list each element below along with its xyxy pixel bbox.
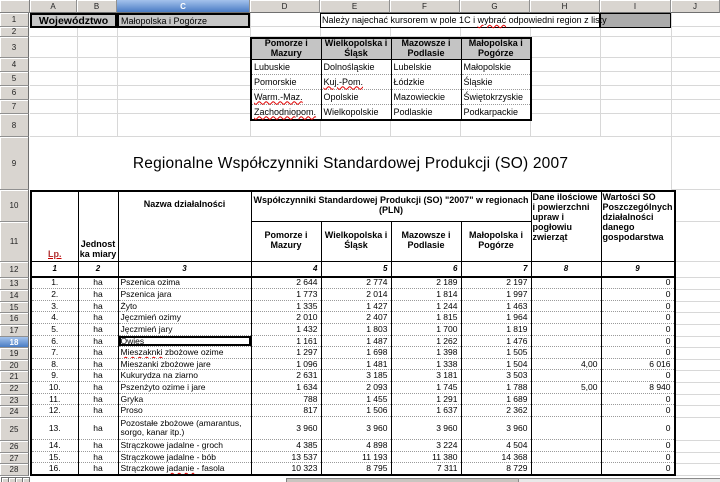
column-header-A[interactable]: A	[30, 0, 77, 13]
row-header-4[interactable]: 4	[0, 58, 29, 72]
column-header-J[interactable]: J	[671, 0, 720, 13]
cell-quantity[interactable]: 5,00	[531, 382, 601, 394]
cell-quantity[interactable]	[531, 336, 601, 347]
region-group-header[interactable]: Małopolska i Pogórze	[461, 38, 531, 59]
lp-label: Lp.	[48, 248, 62, 259]
cell-activity[interactable]: Pszenica jara	[118, 289, 251, 301]
cell-so-coefficient[interactable]: 1 745	[391, 382, 461, 394]
cell-so-value[interactable]: 0	[601, 347, 675, 359]
region-cell[interactable]: Lubelskie	[391, 59, 461, 74]
region-group-header[interactable]: Mazowsze i Podlasie	[391, 38, 461, 59]
cell-so-coefficient[interactable]: 1 773	[251, 289, 321, 301]
cell-so-coefficient[interactable]: 817	[251, 405, 321, 417]
cell-so-value[interactable]: 0	[601, 440, 675, 452]
cell-so-coefficient[interactable]: 1 161	[251, 336, 321, 347]
cell-activity[interactable]: Pszenica ozima	[118, 277, 251, 289]
row-header-3[interactable]: 3	[0, 37, 29, 58]
table-row	[31, 394, 675, 405]
column-header-D[interactable]: D	[250, 0, 320, 13]
cell-so-coefficient[interactable]: 1 997	[461, 289, 531, 301]
cell-so-coefficient[interactable]: 2 189	[391, 277, 461, 289]
cell-quantity[interactable]	[531, 405, 601, 417]
row-header-9[interactable]: 9	[0, 137, 29, 190]
cell-so-coefficient[interactable]: 3 224	[391, 440, 461, 452]
row-header-19[interactable]: 19	[0, 348, 29, 360]
table-row	[31, 324, 675, 336]
cell-unit[interactable]: ha	[78, 312, 118, 324]
cell-activity[interactable]: Proso	[118, 405, 251, 417]
cell-activity[interactable]: Mieszaknki zbożowe ozime	[118, 347, 251, 359]
cell-activity[interactable]: Strączkowe jadalne - bób	[118, 452, 251, 463]
row-header-27[interactable]: 27	[0, 453, 29, 464]
cell-so-value[interactable]: 0	[601, 417, 675, 440]
cell-so-coefficient[interactable]: 1 476	[461, 336, 531, 347]
col-header-quantity[interactable]: Dane ilościowe i powierzchni upraw i pogłowiu zwierząt	[531, 191, 601, 261]
table-row	[31, 336, 675, 347]
cell-so-coefficient[interactable]: 2 631	[251, 370, 321, 382]
hint-text: odpowiedni region z listy	[506, 15, 607, 25]
cell-unit[interactable]: ha	[78, 405, 118, 417]
cell-so-coefficient[interactable]: 2 014	[321, 289, 391, 301]
cell-so-coefficient[interactable]: 8 795	[321, 463, 391, 475]
col-header-lp[interactable]	[31, 191, 78, 261]
cell-so-coefficient[interactable]: 2 093	[321, 382, 391, 394]
cell-lp[interactable]: 6.	[31, 336, 78, 347]
cell-so-coefficient[interactable]: 1 815	[391, 312, 461, 324]
cell-so-coefficient[interactable]: 4 898	[321, 440, 391, 452]
col-header-region[interactable]: Pomorze i Mazury	[251, 221, 321, 261]
cell-so-coefficient[interactable]: 1 481	[321, 359, 391, 370]
cell-so-coefficient[interactable]: 2 774	[321, 277, 391, 289]
cell-so-value[interactable]: 0	[601, 301, 675, 312]
misspelled-word: jadanie	[166, 462, 195, 473]
cell-lp[interactable]: 1.	[31, 277, 78, 289]
table-row	[31, 289, 675, 301]
cell-so-value[interactable]: 0	[601, 336, 675, 347]
row-header-28[interactable]: 28	[0, 464, 29, 476]
cell-so-coefficient[interactable]: 1 964	[461, 312, 531, 324]
cell-so-coefficient[interactable]: 2 644	[251, 277, 321, 289]
cell-so-coefficient[interactable]: 3 960	[251, 417, 321, 440]
col-header-unit[interactable]: Jednostka miary	[78, 191, 118, 261]
col-header-region[interactable]: Małopolska i Pogórze	[461, 221, 531, 261]
cell-activity[interactable]: Kukurydza na ziarno	[118, 370, 251, 382]
cell-so-coefficient[interactable]: 1 455	[321, 394, 391, 405]
cell-quantity[interactable]	[531, 463, 601, 475]
cell-lp[interactable]: 11.	[31, 394, 78, 405]
cell-activity[interactable]: Owies	[118, 336, 251, 347]
column-header-I[interactable]: I	[600, 0, 671, 13]
hint-text: Należy najechać kursorem w pole 1C i	[322, 15, 478, 25]
index-cell[interactable]: 4	[251, 261, 321, 277]
cell-so-value[interactable]: 6 016	[601, 359, 675, 370]
cell-so-coefficient[interactable]: 3 185	[321, 370, 391, 382]
cell-unit[interactable]: ha	[78, 452, 118, 463]
column-header-B[interactable]: B	[77, 0, 117, 13]
cell-so-coefficient[interactable]: 1 463	[461, 301, 531, 312]
cell-so-coefficient[interactable]: 1 698	[321, 347, 391, 359]
cell-quantity[interactable]	[531, 394, 601, 405]
cell-unit[interactable]: ha	[78, 277, 118, 289]
region-cell[interactable]: Lubuskie	[251, 59, 321, 74]
region-row	[251, 74, 531, 89]
cell-so-value[interactable]: 0	[601, 289, 675, 301]
cell-unit[interactable]: ha	[78, 370, 118, 382]
cell-so-value[interactable]: 0	[601, 394, 675, 405]
region-cell[interactable]	[251, 89, 321, 104]
row-header-6[interactable]: 6	[0, 86, 29, 100]
row-header-24[interactable]: 24	[0, 406, 29, 418]
region-cell[interactable]: Pomorskie	[251, 74, 321, 89]
table-row	[31, 312, 675, 324]
cell-unit[interactable]: ha	[78, 382, 118, 394]
cell-so-coefficient[interactable]: 1 637	[391, 405, 461, 417]
cell-so-coefficient[interactable]: 1 297	[251, 347, 321, 359]
row-header-14[interactable]: 14	[0, 290, 29, 302]
row-header-25[interactable]: 25	[0, 418, 29, 441]
region-cell[interactable]: Łódzkie	[391, 74, 461, 89]
col-header-region[interactable]: Wielkopolska i Śląsk	[321, 221, 391, 261]
cell-so-value[interactable]: 0	[601, 370, 675, 382]
page-title[interactable]: Regionalne Współczynniki Standardowej Produkcji (SO) 2007	[30, 137, 671, 190]
cell-quantity[interactable]	[531, 277, 601, 289]
row-header-20[interactable]: 20	[0, 360, 29, 371]
cell-so-value[interactable]: 0	[601, 452, 675, 463]
cell-so-value[interactable]: 0	[601, 463, 675, 475]
hint-cell[interactable]	[320, 13, 607, 28]
hint-overflow-cell[interactable]	[600, 13, 671, 28]
col-header-activity[interactable]: Nazwa działalności	[118, 191, 251, 261]
row-header-5[interactable]: 5	[0, 72, 29, 86]
cell-so-coefficient[interactable]: 1 338	[391, 359, 461, 370]
sheet-bottom-strip	[0, 476, 720, 482]
cell-so-coefficient[interactable]: 1 700	[391, 324, 461, 336]
cell-so-coefficient[interactable]: 1 291	[391, 394, 461, 405]
index-cell[interactable]: 8	[531, 261, 601, 277]
row-header-21[interactable]: 21	[0, 371, 29, 383]
cell-activity[interactable]: Jęczmień ozimy	[118, 312, 251, 324]
cell-unit[interactable]: ha	[78, 440, 118, 452]
cell-unit[interactable]: ha	[78, 289, 118, 301]
cell-lp[interactable]: 8.	[31, 359, 78, 370]
table-row	[31, 277, 675, 289]
cell-so-coefficient[interactable]: 1 788	[461, 382, 531, 394]
index-cell[interactable]: 7	[461, 261, 531, 277]
cell-so-coefficient[interactable]: 3 960	[321, 417, 391, 440]
cell-quantity[interactable]	[531, 452, 601, 463]
row-header-15[interactable]: 15	[0, 302, 29, 313]
table-row	[31, 463, 675, 475]
column-header-F[interactable]: F	[390, 0, 460, 13]
cell-so-value[interactable]: 0	[601, 277, 675, 289]
cell-so-coefficient[interactable]: 1 504	[461, 359, 531, 370]
index-cell[interactable]: 5	[321, 261, 391, 277]
misspelled-word: Mieszaknki	[120, 347, 163, 358]
cell-so-coefficient[interactable]: 1 096	[251, 359, 321, 370]
cell-quantity[interactable]	[531, 440, 601, 452]
region-cell[interactable]: Wielkopolskie	[321, 104, 391, 120]
cell-so-coefficient[interactable]: 8 729	[461, 463, 531, 475]
cell-so-coefficient[interactable]: 1 814	[391, 289, 461, 301]
cell-quantity[interactable]	[531, 347, 601, 359]
cell-so-coefficient[interactable]: 3 960	[461, 417, 531, 440]
cell-so-coefficient[interactable]: 11 380	[391, 452, 461, 463]
cell-unit[interactable]: ha	[78, 336, 118, 347]
region-cell[interactable]: Śląskie	[461, 74, 531, 89]
index-cell[interactable]: 1	[31, 261, 78, 277]
cell-unit[interactable]: ha	[78, 417, 118, 440]
sheet-tabs[interactable]	[286, 478, 520, 482]
cell-so-coefficient[interactable]: 1 803	[321, 324, 391, 336]
cell-activity[interactable]: Strączkowe jadalne - groch	[118, 440, 251, 452]
cell-lp[interactable]: 10.	[31, 382, 78, 394]
region-select-cell[interactable]: Małopolska i Pogórze	[117, 13, 250, 28]
row-header-18[interactable]: 18	[0, 337, 29, 348]
region-cell[interactable]: Dolnośląskie	[321, 59, 391, 74]
column-header-H[interactable]: H	[530, 0, 600, 13]
column-header-G[interactable]: G	[460, 0, 530, 13]
cell-so-coefficient[interactable]: 14 368	[461, 452, 531, 463]
cell-so-coefficient[interactable]: 10 323	[251, 463, 321, 475]
cell-activity[interactable]: Gryka	[118, 394, 251, 405]
cell-lp[interactable]: 9.	[31, 370, 78, 382]
cell-so-coefficient[interactable]: 2 407	[321, 312, 391, 324]
cell-quantity[interactable]: 4,00	[531, 359, 601, 370]
cell-unit[interactable]: ha	[78, 324, 118, 336]
cell-quantity[interactable]	[531, 417, 601, 440]
region-cell[interactable]: Mazowieckie	[391, 89, 461, 104]
cell-so-coefficient[interactable]: 1 427	[321, 301, 391, 312]
table-row	[31, 370, 675, 382]
cell-so-coefficient[interactable]: 4 385	[251, 440, 321, 452]
cell-so-coefficient[interactable]: 2 362	[461, 405, 531, 417]
cell-lp[interactable]: 4.	[31, 312, 78, 324]
table-row	[31, 405, 675, 417]
table-row	[31, 301, 675, 312]
misspelled-word: wybrać	[477, 15, 507, 25]
cell-quantity[interactable]	[531, 289, 601, 301]
row-header-13[interactable]: 13	[0, 278, 29, 290]
row-header-23[interactable]: 23	[0, 395, 29, 406]
wojewodztwo-label-cell[interactable]: Województwo	[30, 13, 117, 28]
cell-so-coefficient[interactable]: 2 010	[251, 312, 321, 324]
cell-activity[interactable]: Mieszanki zbożowe jare	[118, 359, 251, 370]
cell-lp[interactable]: 12.	[31, 405, 78, 417]
row-header-7[interactable]: 7	[0, 100, 29, 114]
region-group-header[interactable]: Wielkopolska i Śląsk	[321, 38, 391, 59]
column-header-E[interactable]: E	[320, 0, 390, 13]
cell-so-coefficient[interactable]: 2 197	[461, 277, 531, 289]
table-row	[31, 347, 675, 359]
cell-lp[interactable]: 16.	[31, 463, 78, 475]
index-cell[interactable]: 6	[391, 261, 461, 277]
cell-lp[interactable]: 14.	[31, 440, 78, 452]
cell-so-coefficient[interactable]: 1 487	[321, 336, 391, 347]
column-header-C[interactable]: C	[117, 0, 250, 13]
cell-so-coefficient[interactable]: 1 505	[461, 347, 531, 359]
cell-activity[interactable]: Pszenżyto ozime i jare	[118, 382, 251, 394]
cell-unit[interactable]: ha	[78, 359, 118, 370]
region-row	[251, 89, 531, 104]
cell-lp[interactable]: 15.	[31, 452, 78, 463]
cell-activity[interactable]: Strączkowe jadanie - fasola	[118, 463, 251, 475]
region-row	[251, 104, 531, 120]
so-table	[30, 190, 676, 476]
cell-activity[interactable]: Żyto	[118, 301, 251, 312]
table-row	[31, 440, 675, 452]
cell-so-coefficient[interactable]: 4 504	[461, 440, 531, 452]
cell-so-coefficient[interactable]: 1 689	[461, 394, 531, 405]
region-cell[interactable]	[251, 104, 321, 120]
table-row	[31, 382, 675, 394]
cell-quantity[interactable]	[531, 301, 601, 312]
col-header-so-values[interactable]: Wartości SO Poszczególnych działalności danego gospodarstwa	[601, 191, 675, 261]
cell-so-value[interactable]: 0	[601, 312, 675, 324]
cell-so-coefficient[interactable]: 7 311	[391, 463, 461, 475]
select-all-corner[interactable]	[0, 0, 30, 13]
cell-so-coefficient[interactable]: 1 262	[391, 336, 461, 347]
row-header-16[interactable]: 16	[0, 313, 29, 325]
cell-so-coefficient[interactable]: 1 335	[251, 301, 321, 312]
cell-quantity[interactable]	[531, 312, 601, 324]
cell-unit[interactable]: ha	[78, 394, 118, 405]
region-cell[interactable]: Podlaskie	[391, 104, 461, 120]
sheet-tab-last-button[interactable]	[22, 477, 30, 482]
cell-quantity[interactable]	[531, 324, 601, 336]
table-row	[31, 417, 675, 440]
cell-lp[interactable]: 7.	[31, 347, 78, 359]
cell-so-coefficient[interactable]: 3 960	[391, 417, 461, 440]
region-cell[interactable]: Świętokrzyskie	[461, 89, 531, 104]
index-cell[interactable]: 3	[118, 261, 251, 277]
cell-so-coefficient[interactable]: 13 537	[251, 452, 321, 463]
cell-lp[interactable]: 5.	[31, 324, 78, 336]
misspelled-word: Zachodniopom.	[254, 106, 317, 117]
cell-so-coefficient[interactable]: 1 432	[251, 324, 321, 336]
index-cell[interactable]: 9	[601, 261, 675, 277]
row-header-10[interactable]: 10	[0, 190, 29, 222]
row-header-12[interactable]: 12	[0, 262, 29, 278]
cell-so-coefficient[interactable]: 3 181	[391, 370, 461, 382]
region-cell[interactable]	[321, 74, 391, 89]
misspelled-word: Kuj.-Pom.	[323, 76, 364, 87]
row-header-17[interactable]: 17	[0, 325, 29, 337]
row-header-26[interactable]: 26	[0, 441, 29, 453]
table-row	[31, 452, 675, 463]
cell-activity[interactable]: Pozostałe zbożowe (amarantus, sorgo, kanar itp.)	[118, 417, 251, 440]
cell-so-coefficient[interactable]: 1 819	[461, 324, 531, 336]
cell-so-coefficient[interactable]: 11 193	[321, 452, 391, 463]
cell-so-value[interactable]: 0	[601, 324, 675, 336]
cell-lp[interactable]: 2.	[31, 289, 78, 301]
region-lookup-table	[250, 37, 532, 121]
row-header-8[interactable]: 8	[0, 114, 29, 137]
cell-lp[interactable]: 3.	[31, 301, 78, 312]
region-cell[interactable]: Podkarpackie	[461, 104, 531, 120]
col-header-region[interactable]: Mazowsze i Podlasie	[391, 221, 461, 261]
col-header-so-group[interactable]: Współczynniki Standardowej Produkcji (SO) "2007" w regionach (PLN)	[251, 191, 531, 221]
cell-lp[interactable]: 13.	[31, 417, 78, 440]
misspelled-word: Warm.-Maz.	[254, 91, 303, 102]
cell-so-coefficient[interactable]: 1 506	[321, 405, 391, 417]
region-row	[251, 59, 531, 74]
row-header-11[interactable]: 11	[0, 222, 29, 262]
cell-so-coefficient[interactable]: 1 244	[391, 301, 461, 312]
table-row	[31, 359, 675, 370]
cell-unit[interactable]: ha	[78, 301, 118, 312]
region-group-header[interactable]: Pomorze i Mazury	[251, 38, 321, 59]
cell-unit[interactable]: ha	[78, 347, 118, 359]
cell-activity[interactable]: Jęczmień jary	[118, 324, 251, 336]
cell-so-coefficient[interactable]: 1 398	[391, 347, 461, 359]
cell-so-value[interactable]: 8 940	[601, 382, 675, 394]
row-header-22[interactable]: 22	[0, 383, 29, 395]
region-cell[interactable]: Małopolskie	[461, 59, 531, 74]
cell-so-value[interactable]: 0	[601, 405, 675, 417]
horizontal-scrollbar[interactable]	[518, 478, 720, 482]
cell-so-coefficient[interactable]: 3 503	[461, 370, 531, 382]
row-header-1[interactable]: 1	[0, 13, 29, 27]
cell-so-coefficient[interactable]: 1 634	[251, 382, 321, 394]
cell-quantity[interactable]	[531, 370, 601, 382]
cell-so-coefficient[interactable]: 788	[251, 394, 321, 405]
region-cell[interactable]: Opolskie	[321, 89, 391, 104]
cell-unit[interactable]: ha	[78, 463, 118, 475]
index-cell[interactable]: 2	[78, 261, 118, 277]
row-header-2[interactable]: 2	[0, 27, 29, 37]
